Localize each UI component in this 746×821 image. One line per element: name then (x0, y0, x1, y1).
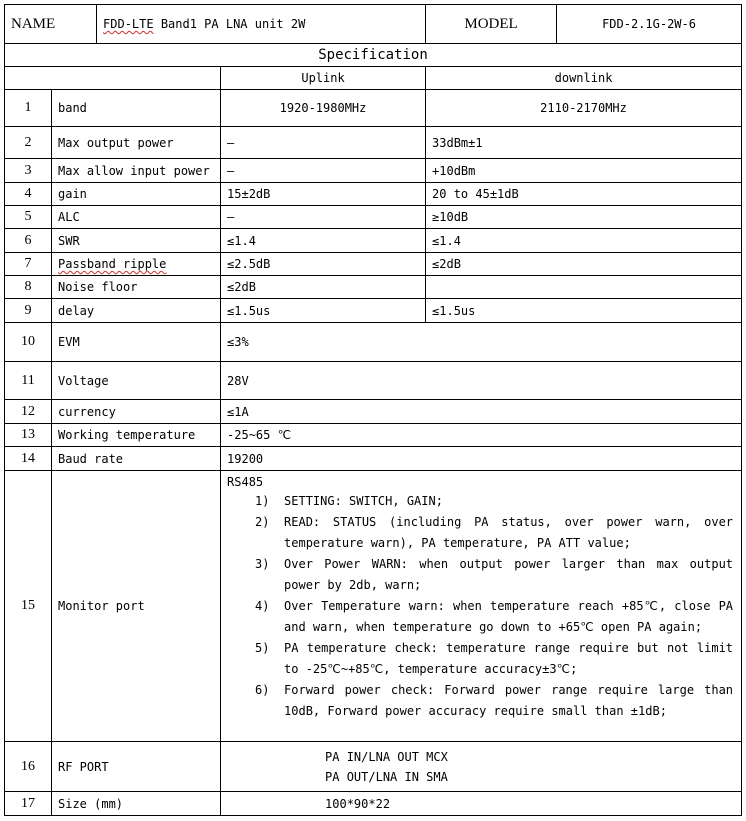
param-name: ALC (52, 206, 221, 229)
downlink-value: 20 to 45±1dB (426, 183, 742, 206)
param-name: Noise floor (52, 276, 221, 299)
product-name-rest: Band1 PA LNA unit 2W (153, 17, 306, 31)
row-number: 5 (5, 206, 52, 229)
list-item (227, 638, 733, 680)
uplink-header: Uplink (221, 67, 426, 90)
row-number: 12 (5, 400, 52, 424)
rf-port-line: PA IN/LNA OUT MCX (325, 749, 448, 764)
column-header-blank (5, 67, 221, 90)
table-row (5, 400, 742, 424)
model-value: FDD-2.1G-2W-6 (557, 5, 742, 44)
list-item-text: PA temperature check: temperature range require but not limit to -25℃~+85℃, temperature accuracy±3℃; (284, 641, 734, 676)
list-item-text: READ: STATUS (including PA status, over power warn, over temperature warn), PA temperature, PA ATT value; (284, 515, 734, 550)
param-name: Size (mm) (52, 792, 221, 816)
size-row (5, 792, 742, 816)
downlink-value (426, 276, 742, 299)
list-item-number: 3) (255, 557, 270, 571)
value: ≤3% (221, 323, 742, 362)
param-name: EVM (52, 323, 221, 362)
row-number: 7 (5, 253, 52, 276)
uplink-value: — (221, 159, 426, 183)
uplink-value: ≤1.5us (221, 299, 426, 323)
row-number: 14 (5, 447, 52, 471)
uplink-value: ≤2dB (221, 276, 426, 299)
list-item-text: Over Power WARN: when output power larger than max output power by 2db, warn; (284, 557, 734, 592)
downlink-value: 2110-2170MHz (426, 90, 742, 127)
list-item (227, 512, 733, 554)
param-name: Max allow input power (52, 159, 221, 183)
list-item-number: 4) (255, 599, 270, 613)
list-item (227, 491, 733, 512)
model-label: MODEL (426, 5, 557, 44)
list-item-number: 5) (255, 641, 270, 655)
list-item (227, 554, 733, 596)
param-name: SWR (52, 229, 221, 253)
list-item (227, 596, 733, 638)
row-number: 15 (5, 471, 52, 742)
table-row (5, 447, 742, 471)
value: 19200 (221, 447, 742, 471)
table-row (5, 206, 742, 229)
param-name: currency (52, 400, 221, 424)
rf-port-line: PA OUT/LNA IN SMA (325, 769, 448, 784)
param-name: Baud rate (52, 447, 221, 471)
size-value: 100*90*22 (221, 792, 742, 816)
table-row (5, 323, 742, 362)
header-row (5, 5, 742, 44)
monitor-protocol: RS485 (227, 475, 264, 489)
rf-port-details (221, 742, 742, 792)
list-item-text: SETTING: SWITCH, GAIN; (284, 494, 443, 508)
uplink-value: 15±2dB (221, 183, 426, 206)
param-name (52, 253, 221, 276)
column-header-row (5, 67, 742, 90)
list-item-text: Over Temperature warn: when temperature reach +85℃, close PA and warn, when temperature go down to +65℃ open PA again; (284, 599, 734, 634)
table-row (5, 276, 742, 299)
table-row (5, 253, 742, 276)
spec-table (4, 4, 742, 816)
table-row (5, 424, 742, 447)
list-item-number: 1) (255, 494, 270, 508)
row-number: 16 (5, 742, 52, 792)
param-name: RF PORT (52, 742, 221, 792)
row-number: 11 (5, 362, 52, 400)
downlink-value: ≥10dB (426, 206, 742, 229)
list-item-number: 2) (255, 515, 270, 529)
param-name: delay (52, 299, 221, 323)
row-number: 8 (5, 276, 52, 299)
row-number: 4 (5, 183, 52, 206)
spec-title-row (5, 44, 742, 67)
downlink-value: ≤1.4 (426, 229, 742, 253)
value: 28V (221, 362, 742, 400)
monitor-port-row (5, 471, 742, 742)
uplink-value: — (221, 206, 426, 229)
table-row (5, 159, 742, 183)
downlink-header: downlink (426, 67, 742, 90)
row-number: 1 (5, 90, 52, 127)
row-number: 9 (5, 299, 52, 323)
row-number: 13 (5, 424, 52, 447)
downlink-value: ≤2dB (426, 253, 742, 276)
downlink-value: +10dBm (426, 159, 742, 183)
param-name: Monitor port (52, 471, 221, 742)
row-number: 10 (5, 323, 52, 362)
list-item-number: 6) (255, 683, 270, 697)
row-number: 2 (5, 127, 52, 159)
param-name: Max output power (52, 127, 221, 159)
value: ≤1A (221, 400, 742, 424)
row-number: 17 (5, 792, 52, 816)
param-name: Voltage (52, 362, 221, 400)
table-row (5, 229, 742, 253)
name-label: NAME (5, 5, 97, 44)
spec-sheet (4, 4, 741, 817)
param-name: band (52, 90, 221, 127)
list-item (227, 680, 733, 722)
product-name-prefix: FDD-LTE (103, 17, 154, 31)
table-row (5, 90, 742, 127)
param-name-text: Passband ripple (58, 257, 167, 271)
spec-title: Specification (5, 44, 742, 67)
monitor-list (227, 491, 733, 722)
table-row (5, 299, 742, 323)
uplink-value: ≤1.4 (221, 229, 426, 253)
downlink-value: 33dBm±1 (426, 127, 742, 159)
uplink-value: 1920-1980MHz (221, 90, 426, 127)
rf-port-row (5, 742, 742, 792)
table-row (5, 183, 742, 206)
uplink-value: ≤2.5dB (221, 253, 426, 276)
row-number: 6 (5, 229, 52, 253)
list-item-text: Forward power check: Forward power range require large than 10dB, Forward power accuracy require small than ±1dB; (284, 683, 734, 718)
uplink-value: — (221, 127, 426, 159)
param-name: Working temperature (52, 424, 221, 447)
table-row (5, 127, 742, 159)
value: -25~65 ℃ (221, 424, 742, 447)
monitor-port-details (221, 471, 742, 742)
row-number: 3 (5, 159, 52, 183)
param-name: gain (52, 183, 221, 206)
table-row (5, 362, 742, 400)
downlink-value: ≤1.5us (426, 299, 742, 323)
product-name (97, 5, 426, 44)
